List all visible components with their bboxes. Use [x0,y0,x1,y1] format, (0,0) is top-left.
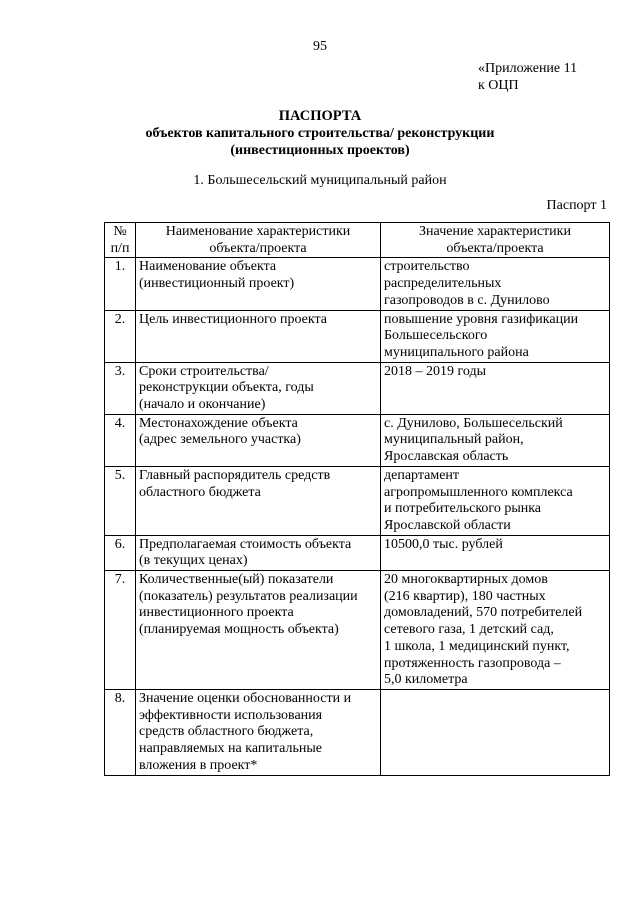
table-row [105,362,610,414]
characteristic-value-line: 10500,0 тыс. рублей [384,536,503,552]
row-number: 2. [105,310,136,362]
row-number: 6. [105,535,136,570]
characteristic-value-line: и потребительского рынка [384,501,542,517]
characteristic-name [136,571,381,690]
characteristic-value [381,689,610,775]
characteristic-value-line: домовладений, 570 потребителей [384,605,583,621]
characteristic-value [381,310,610,362]
characteristic-name-line: Местонахождение объекта [139,415,298,431]
header-name-line-1: Наименование характеристики [165,224,351,239]
characteristic-name [136,258,381,310]
header-value-line-2: объекта/проекта [446,240,544,256]
characteristic-value [381,466,610,535]
title-main: ПАСПОРТА [278,108,362,124]
table-header-row [105,223,610,258]
characteristic-name-line: вложения в проект* [139,757,258,773]
characteristic-name-line: (показатель) результатов реализации [139,588,358,604]
characteristic-value-line: протяженность газопровода – [384,655,561,671]
row-number: 3. [105,362,136,414]
table-row [105,414,610,466]
characteristic-name-line: Наименование объекта [139,259,277,275]
row-number: 1. [105,258,136,310]
page-number: 95 [313,39,327,54]
characteristic-value [381,258,610,310]
characteristic-value-line: Ярославская область [384,449,509,465]
table-row [105,571,610,690]
characteristic-value-line: 1 школа, 1 медицинский пункт, [384,638,570,654]
district-heading: 1. Большесельский муниципальный район [193,173,447,188]
table-row [105,310,610,362]
header-value-line-1: Значение характеристики [419,224,571,239]
characteristic-name-line: (планируемая мощность объекта) [139,622,339,638]
characteristic-value [381,571,610,690]
characteristic-value-line: Большесельского [384,328,488,344]
characteristic-value [381,535,610,570]
characteristic-name [136,414,381,466]
appendix-line-2: к ОЦП [478,78,519,93]
characteristic-value-line: Ярославской области [384,517,511,533]
characteristic-value-line: с. Дунилово, Большесельский [384,415,563,431]
characteristic-value [381,362,610,414]
row-number: 5. [105,466,136,535]
characteristic-name-line: (инвестиционный проект) [139,276,295,292]
row-number: 8. [105,689,136,775]
header-num-line-1: № [113,224,127,239]
characteristic-name-line: Значение оценки обоснованности и [139,690,352,706]
characteristic-name-line: (начало и окончание) [139,397,266,413]
characteristic-name-line: эффективности использования [139,707,323,723]
table-row [105,689,610,775]
characteristic-name-line: реконструкции объекта, годы [139,380,314,396]
characteristic-value-line: департамент [384,467,460,483]
table-row [105,258,610,310]
header-name [136,223,381,258]
characteristic-name [136,535,381,570]
characteristic-name-line: Количественные(ый) показатели [139,572,334,588]
characteristic-name-line: средств областного бюджета, [139,724,314,740]
title-line-2: объектов капитального строительства/ реконструкции [145,126,495,141]
characteristic-value-line: агропромышленного комплекса [384,484,573,500]
characteristic-name-line: инвестиционного проекта [139,605,294,621]
header-num [105,223,136,258]
characteristic-value-line: строительство [384,259,470,275]
characteristic-value-line: муниципальный район, [384,432,524,448]
characteristic-name-line: направляемых на капитальные [139,741,322,757]
title-line-3: (инвестиционных проектов) [230,143,410,158]
header-value [381,223,610,258]
header-num-line-2: п/п [110,240,130,256]
appendix-reference [478,60,577,94]
characteristic-name-line: Цель инвестиционного проекта [139,311,327,327]
characteristic-name-line: Главный распорядитель средств [139,467,331,483]
document-title [0,108,640,159]
characteristic-value-line: распределительных [384,276,502,292]
characteristic-name [136,466,381,535]
characteristic-value-line: газопроводов в с. Дунилово [384,292,550,308]
characteristic-name [136,689,381,775]
characteristic-value-line: 20 многоквартирных домов [384,572,548,588]
header-name-line-2: объекта/проекта [209,240,307,256]
characteristic-value-line: (216 квартир), 180 частных [384,588,546,604]
appendix-line-1: «Приложение 11 [478,61,578,76]
row-number: 4. [105,414,136,466]
characteristic-name-line: (адрес земельного участка) [139,432,301,448]
characteristic-value-line: 2018 – 2019 годы [384,363,487,379]
characteristic-value-line: 5,0 километра [384,672,468,688]
row-number: 7. [105,571,136,690]
characteristic-name [136,310,381,362]
passport-label: Паспорт 1 [546,198,607,213]
characteristic-name-line: Предполагаемая стоимость объекта [139,536,352,552]
table-row [105,466,610,535]
characteristic-value-line: повышение уровня газификации [384,311,579,327]
characteristic-value [381,414,610,466]
characteristic-name-line: Сроки строительства/ [139,363,269,379]
characteristic-name-line: (в текущих ценах) [139,553,248,569]
characteristic-name-line: областного бюджета [139,484,261,500]
characteristic-value-line: муниципального района [384,344,529,360]
characteristic-value-line: сетевого газа, 1 детский сад, [384,622,554,638]
table-row [105,535,610,570]
passport-table [104,222,610,776]
characteristic-name [136,362,381,414]
